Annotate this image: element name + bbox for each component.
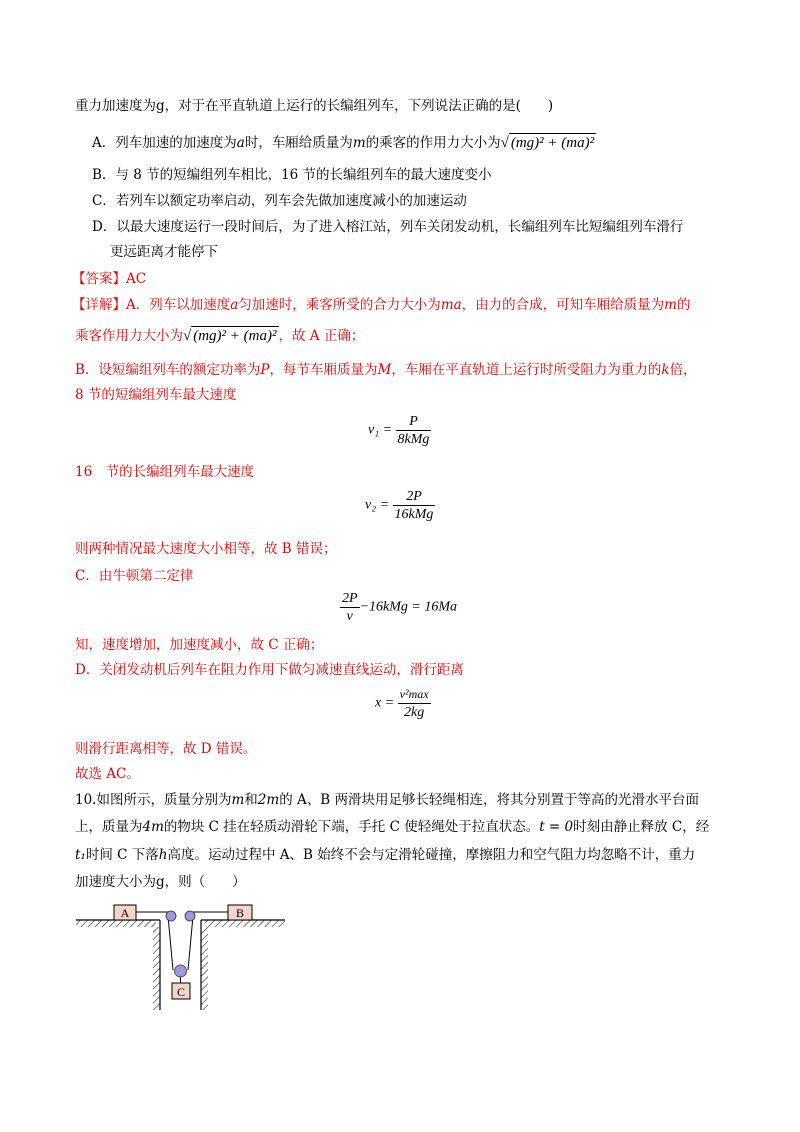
formula-x-fraction bbox=[398, 686, 431, 721]
detail-a1-var-m: m bbox=[664, 297, 677, 313]
formula-v1-numerator: P bbox=[396, 413, 432, 431]
q10-l2-pre: 上，质量为 bbox=[75, 819, 143, 835]
formula-newton-rest: −16kMg = 16Ma bbox=[359, 599, 457, 615]
q9-option-a-sqrt: √ (mg)² + (ma)² bbox=[500, 135, 595, 151]
q10-l1-pre: 10.如图所示，质量分别为 bbox=[75, 792, 232, 808]
formula-v2-denominator: 16kMg bbox=[394, 507, 434, 522]
q10-l2-post: 时刻由静止释放 C，经 bbox=[573, 819, 710, 835]
formula-newton-denominator: v bbox=[346, 609, 353, 624]
formula-x-numerator: v²max bbox=[398, 686, 431, 704]
block-a-label: A bbox=[120, 906, 130, 920]
q10-line3 bbox=[75, 846, 695, 864]
detail-c-line1: C．由牛顿第二定律 bbox=[75, 568, 194, 584]
detail-b-line4: 则两种情况最大速度大小相等，故 B 错误； bbox=[75, 541, 337, 557]
formula-v1-fraction bbox=[396, 413, 432, 448]
detail-a-line1 bbox=[72, 296, 690, 314]
q10-l3-post: 高度。运动过程中 A、B 始终不会与定滑轮碰撞，摩擦阻力和空气阻力均忽略不计，重力 bbox=[167, 847, 696, 863]
right-table bbox=[201, 920, 285, 1010]
block-b bbox=[228, 905, 252, 920]
right-fixed-pulley bbox=[185, 911, 195, 921]
detail-a-line2 bbox=[75, 326, 364, 345]
detail-b1-var-p: P bbox=[260, 362, 270, 378]
formula-newton-numerator: 2P bbox=[342, 591, 358, 606]
formula-v1-denominator: 8kMg bbox=[397, 432, 430, 447]
block-b-label: B bbox=[235, 906, 245, 920]
detail-c-line2: 知，速度增加，加速度减小，故 C 正确； bbox=[75, 637, 324, 653]
q10-l1-post: 的 A、B 两滑块用足够长轻绳相连，将其分别置于等高的光滑水平台面 bbox=[279, 792, 699, 808]
q9-option-a-mid: 时，车厢给质量为 bbox=[244, 135, 353, 151]
detail-b1-var-m: M bbox=[377, 362, 392, 378]
q10-l1-and: 和 bbox=[244, 792, 258, 808]
q10-l1-var-m: m bbox=[231, 792, 245, 808]
detail-a1-var-ma: ma bbox=[440, 297, 462, 313]
formula-v1-lhs: v₁ = bbox=[368, 422, 393, 438]
q10-l3-mid: 时间 C 下落 bbox=[85, 847, 159, 863]
q9-option-d-line1: D．以最大速度运行一段时间后，为了进入榕江站，列车关闭发动机，长编组列车比短编组列车滑行 bbox=[92, 219, 684, 235]
answer-value: AC bbox=[126, 271, 147, 287]
detail-a2-sqrt-expr: (mg)² + (ma)² bbox=[193, 328, 277, 344]
answer-line bbox=[72, 270, 146, 288]
detail-a1-end: 的 bbox=[676, 297, 691, 313]
q9-option-b: B．与 8 节的短编组列车相比，16 节的长编组列车的最大速度变小 bbox=[92, 167, 492, 183]
q9-option-c: C．若列车以额定功率启动，列车会先做加速度减小的加速运动 bbox=[92, 193, 467, 209]
detail-d-line2: 则滑行距离相等，故 D 错误。 bbox=[75, 741, 257, 757]
detail-a2-pre: 乘客作用力大小为 bbox=[75, 328, 183, 344]
formula-x-lhs: x = bbox=[375, 695, 395, 711]
answer-label: 【答案】 bbox=[72, 271, 126, 287]
detail-a1-var-a: a bbox=[230, 297, 239, 313]
formula-v2 bbox=[365, 488, 435, 523]
detail-a1-post: ，由力的合成，可知车厢给质量为 bbox=[461, 297, 665, 313]
q10-l1-var-2m: 2m bbox=[257, 792, 280, 808]
q10-l2-var-4m: 4m bbox=[142, 819, 164, 835]
block-c-label: C bbox=[176, 985, 186, 999]
formula-x-denominator: 2kg bbox=[404, 705, 425, 720]
pulley-figure bbox=[70, 895, 290, 1020]
left-fixed-pulley bbox=[166, 911, 176, 921]
detail-b1-mid: ，每节车厢质量为 bbox=[269, 362, 378, 378]
formula-v2-fraction bbox=[393, 488, 436, 523]
q9-option-a-post: 的乘客的作用力大小为 bbox=[365, 135, 501, 151]
formula-v2-lhs: v₂ = bbox=[365, 497, 390, 513]
detail-d-line1: D．关闭发动机后列车在阻力作用下做匀减速直线运动，滑行距离 bbox=[75, 662, 464, 678]
q10-line1 bbox=[75, 791, 699, 809]
detail-b-line1 bbox=[75, 361, 697, 379]
movable-pulley bbox=[175, 965, 187, 977]
detail-a1-pre: A．列车以加速度 bbox=[126, 297, 231, 313]
q10-l2-t0: t = 0 bbox=[539, 819, 574, 835]
q9-option-d-line2: 更远距离才能停下 bbox=[110, 244, 218, 260]
detail-b1-var-k: k bbox=[661, 362, 670, 378]
detail-b1-post: ，车厢在平直轨道上运行时所受阻力为重力的 bbox=[391, 362, 662, 378]
q10-l3-t1: t₁ bbox=[75, 847, 86, 863]
detail-b1-text: B．设短编组列车的额定功率为 bbox=[75, 362, 261, 378]
detail-b-line3: 16 节的长编组列车最大速度 bbox=[75, 464, 255, 480]
detail-label: 【详解】 bbox=[72, 297, 126, 313]
q10-l3-var-h: h bbox=[158, 847, 168, 863]
detail-b-line2: 8 节的短编组列车最大速度 bbox=[75, 387, 237, 403]
q9-option-a bbox=[92, 133, 596, 152]
detail-final: 故选 AC。 bbox=[75, 766, 140, 782]
formula-newton bbox=[340, 590, 457, 625]
q9-option-a-text: A．列车加速的加速度为 bbox=[92, 135, 237, 151]
formula-v2-numerator: 2P bbox=[393, 488, 436, 506]
formula-newton-fraction bbox=[340, 590, 360, 625]
detail-a1-mid: 匀加速时，乘客所受的合力大小为 bbox=[238, 297, 441, 313]
block-a bbox=[114, 905, 136, 920]
q10-line4: 加速度大小为g，则（ ） bbox=[75, 874, 246, 890]
left-table bbox=[76, 920, 160, 1010]
q9-option-a-var-m: m bbox=[352, 135, 366, 151]
formula-v1 bbox=[368, 413, 431, 448]
detail-a2-sqrt: √ (mg)² + (ma)² bbox=[183, 328, 277, 344]
detail-a2-post: ，故 A 正确； bbox=[278, 328, 365, 344]
q10-l2-mid: 的物块 C 挂在轻质动滑轮下端，手托 C 使轻绳处于拉直状态。 bbox=[163, 819, 540, 835]
q9-option-a-sqrt-expr: (mg)² + (ma)² bbox=[510, 135, 595, 151]
q9-option-a-var-a: a bbox=[236, 135, 245, 151]
q10-line2 bbox=[75, 818, 709, 836]
block-c bbox=[172, 983, 190, 999]
detail-b1-end: 倍， bbox=[669, 362, 697, 378]
formula-x bbox=[375, 686, 431, 721]
q9-stem: 重力加速度为g，对于在平直轨道上运行的长编组列车，下列说法正确的是( ) bbox=[75, 98, 554, 114]
